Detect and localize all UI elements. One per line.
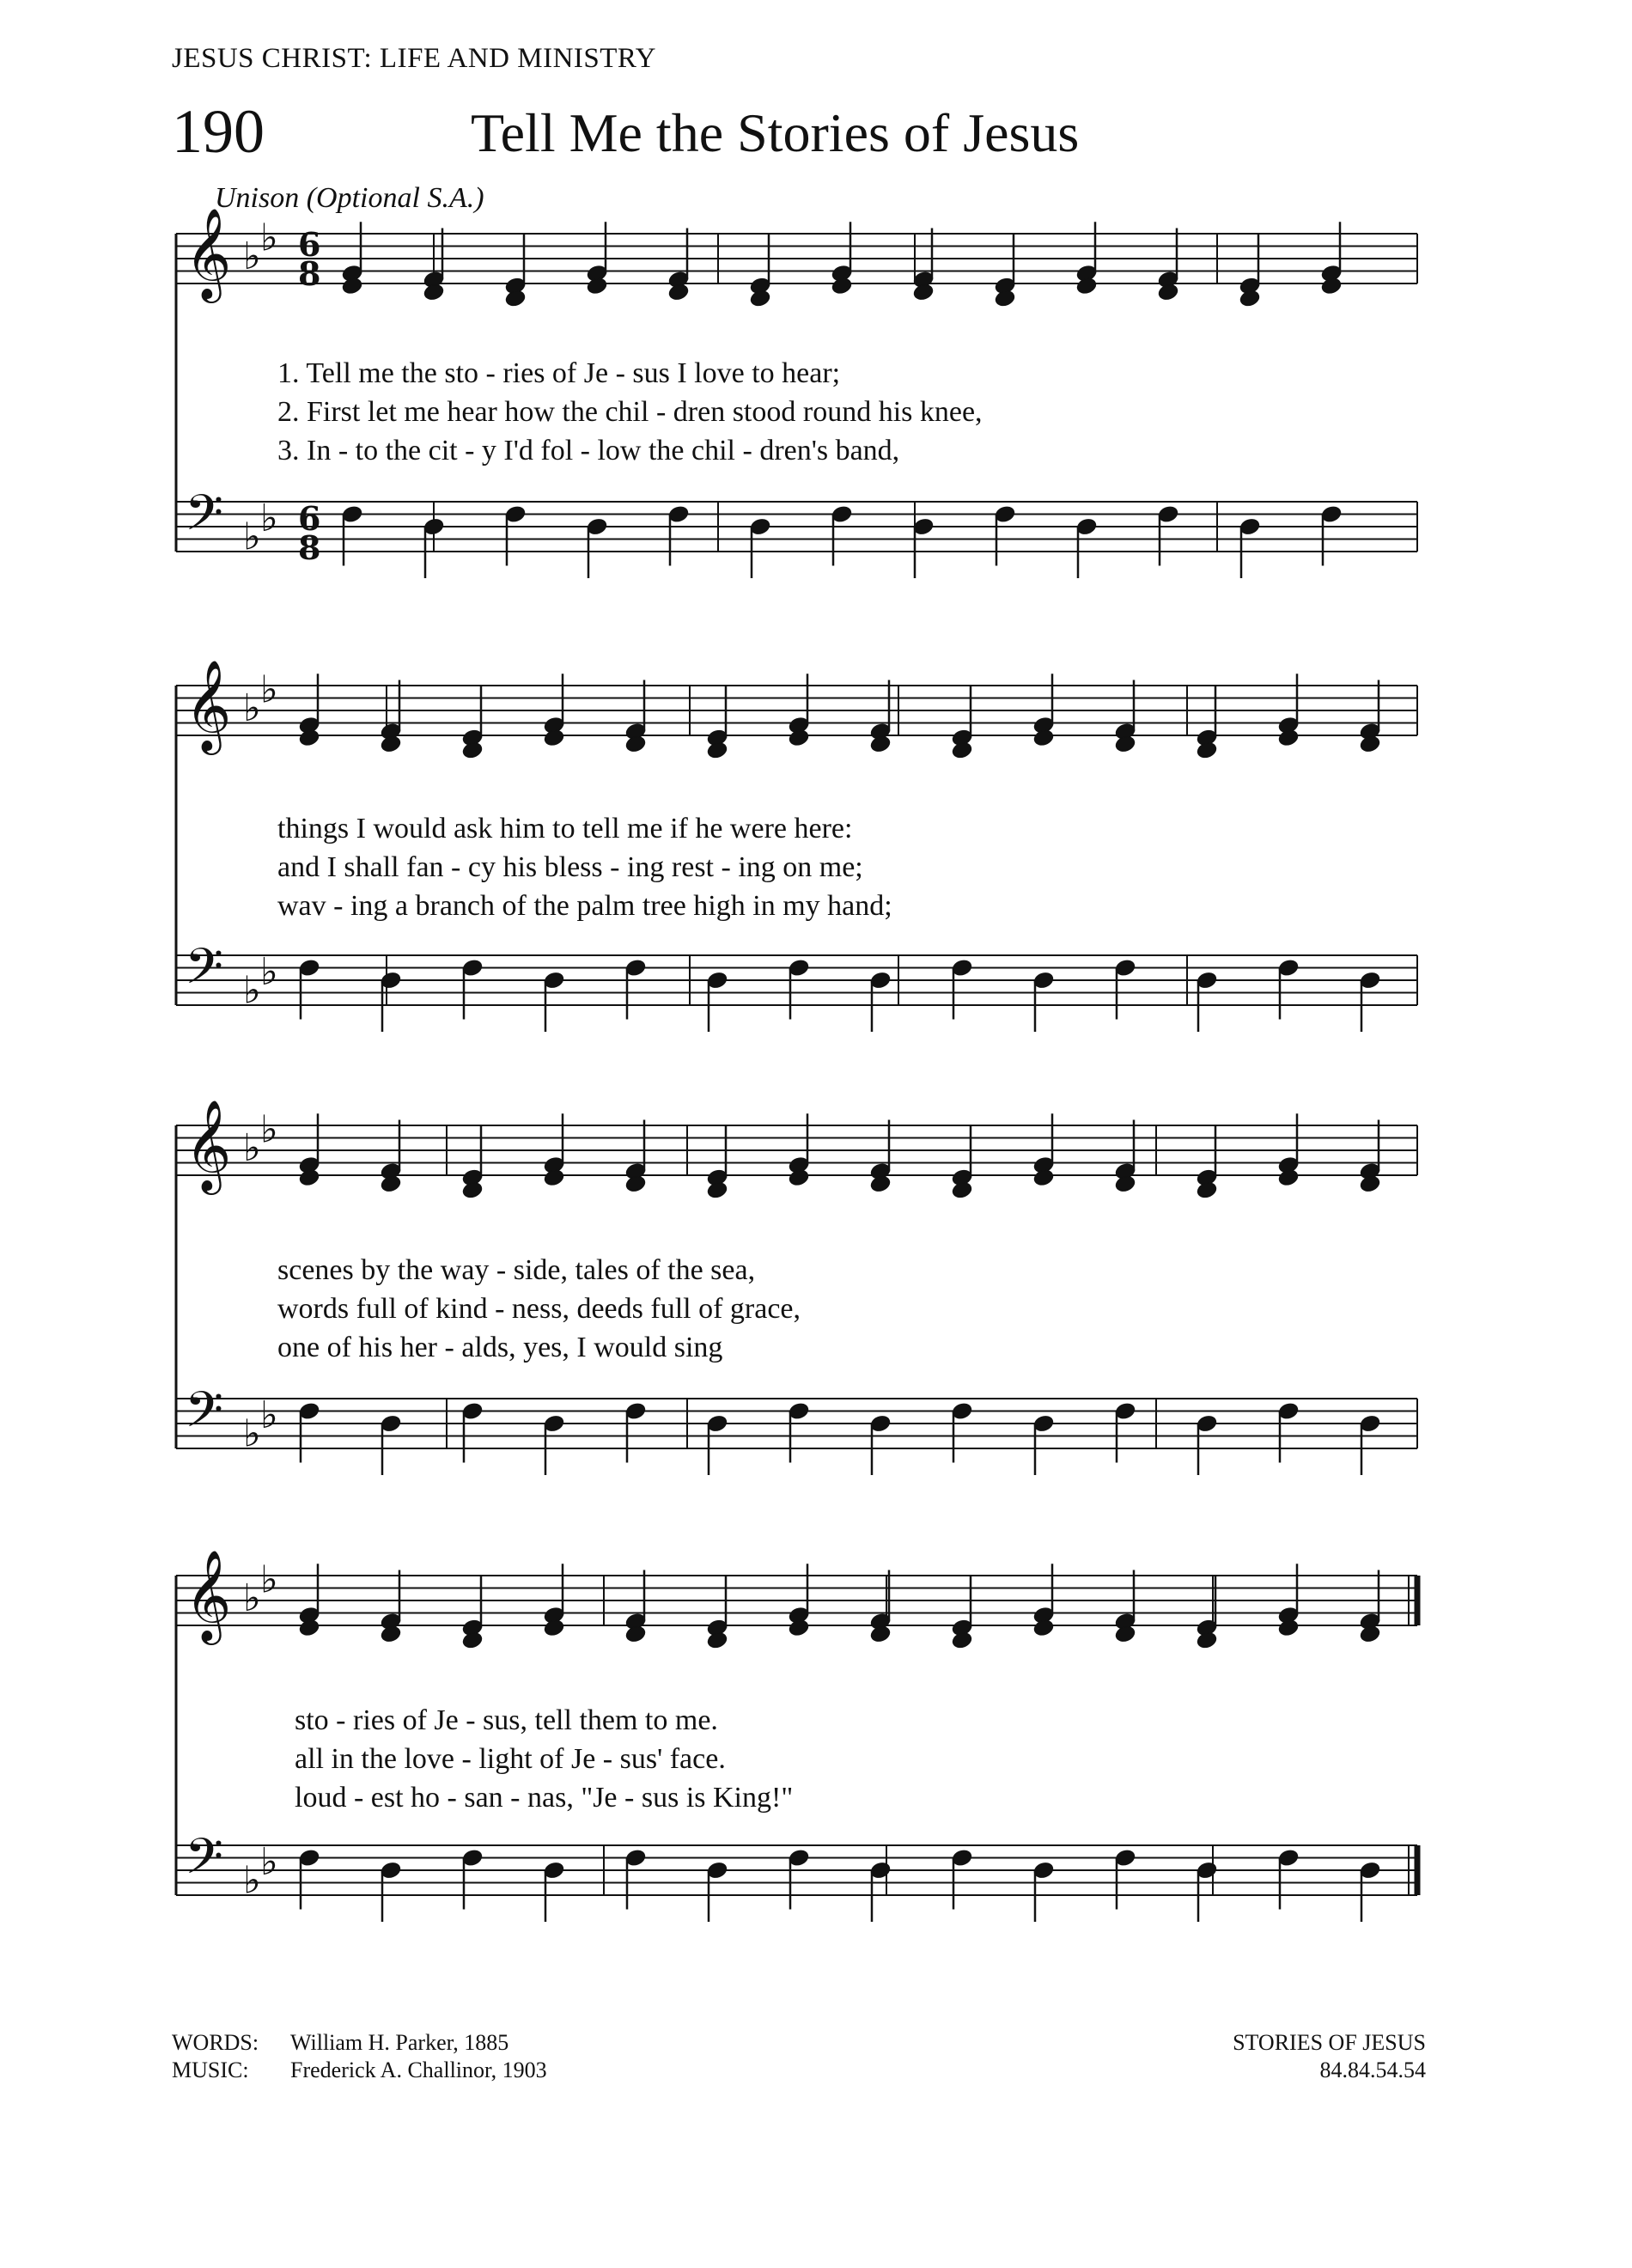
- lyric-line: scenes by the way - side, tales of the sea,: [277, 1254, 756, 1286]
- notehead: [1032, 728, 1055, 747]
- section-header: JESUS CHRIST: LIFE AND MINISTRY: [172, 43, 656, 74]
- treble-clef: 𝄞: [185, 207, 232, 299]
- notehead: [298, 1168, 320, 1187]
- lyric-line: wav - ing a branch of the palm tree high in my hand;: [277, 890, 892, 922]
- flat-sign: ♭: [243, 1126, 261, 1170]
- meter: 84.84.54.54: [1319, 2058, 1426, 2082]
- notehead: [1114, 735, 1136, 754]
- notehead: [1277, 1168, 1300, 1187]
- words-label: WORDS:: [172, 2030, 259, 2055]
- notehead: [461, 741, 484, 760]
- notehead: [788, 1618, 810, 1637]
- flat-sign: ♭: [243, 515, 261, 559]
- flat-sign: ♭: [243, 1858, 261, 1903]
- hymn-title: Tell Me the Stories of Jesus: [471, 102, 1080, 163]
- treble-clef: 𝄞: [185, 1099, 232, 1191]
- notehead: [380, 1174, 402, 1194]
- lyric-line: and I shall fan - cy his bless - ing rest - ing on me;: [277, 851, 863, 883]
- credits: [172, 2029, 547, 2084]
- music-label: MUSIC:: [172, 2058, 249, 2082]
- notehead: [749, 289, 771, 308]
- flat-sign: ♭: [260, 496, 278, 540]
- tune-info: [1233, 2029, 1426, 2084]
- notehead: [994, 289, 1016, 308]
- notehead: [1032, 1168, 1055, 1187]
- flat-sign: ♭: [260, 1107, 278, 1152]
- treble-clef: 𝄞: [185, 659, 232, 751]
- time-sig-bottom: 8: [298, 254, 321, 293]
- notehead: [461, 1631, 484, 1650]
- flat-sign: ♭: [260, 1839, 278, 1884]
- notehead: [1114, 1625, 1136, 1644]
- flat-sign: ♭: [243, 235, 261, 278]
- lyric-line: 2. First let me hear how the chil - dren stood round his knee,: [277, 396, 983, 428]
- notehead: [667, 283, 690, 302]
- flat-sign: ♭: [243, 1576, 261, 1620]
- performance-note: Unison (Optional S.A.): [215, 182, 484, 214]
- notehead: [1196, 1180, 1218, 1200]
- notehead: [586, 276, 608, 296]
- treble-clef: 𝄞: [185, 1549, 232, 1641]
- notehead: [543, 728, 565, 747]
- notehead: [706, 1180, 728, 1200]
- music-credit: Frederick A. Challinor, 1903: [290, 2058, 547, 2082]
- lyric-line: things I would ask him to tell me if he were here:: [277, 813, 853, 844]
- notehead: [869, 1174, 892, 1194]
- notehead: [1359, 735, 1381, 754]
- notehead: [1196, 741, 1218, 760]
- notehead: [380, 735, 402, 754]
- notehead: [543, 1618, 565, 1637]
- time-sig-bottom-bass: 8: [298, 528, 321, 567]
- notehead: [1196, 1631, 1218, 1650]
- notehead: [1320, 276, 1343, 296]
- notehead: [951, 1180, 973, 1200]
- notehead: [1075, 276, 1098, 296]
- lyric-line: one of his her - alds, yes, I would sing: [277, 1332, 723, 1363]
- notehead: [380, 1625, 402, 1644]
- bass-clef: 𝄢: [185, 1381, 224, 1451]
- notehead: [951, 741, 973, 760]
- flat-sign: ♭: [243, 968, 261, 1013]
- time-signature-treble: [298, 225, 320, 293]
- lyric-line: all in the love - light of Je - sus' face.: [295, 1743, 726, 1775]
- lyric-line: 1. Tell me the sto - ries of Je - sus I love to hear;: [277, 357, 841, 389]
- notehead: [788, 728, 810, 747]
- time-signature-bass: [298, 499, 320, 567]
- notehead: [624, 1625, 647, 1644]
- flat-sign: ♭: [260, 1393, 278, 1437]
- notehead: [706, 1631, 728, 1650]
- notehead: [624, 735, 647, 754]
- flat-sign: ♭: [260, 949, 278, 994]
- clefs: [185, 207, 278, 1903]
- notehead: [504, 289, 527, 308]
- notehead: [869, 1625, 892, 1644]
- tune-name: STORIES OF JESUS: [1233, 2030, 1426, 2055]
- lyric-line: loud - est ho - san - nas, "Je - sus is King!": [295, 1782, 794, 1814]
- time-sig-top-bass: 6: [298, 499, 321, 538]
- notehead: [1032, 1618, 1055, 1637]
- notehead: [1239, 289, 1261, 308]
- notes: [298, 222, 1381, 1922]
- flat-sign: ♭: [243, 686, 261, 730]
- lyric-line: 3. In - to the cit - y I'd fol - low the chil - dren's band,: [277, 435, 900, 466]
- notehead: [788, 1168, 810, 1187]
- notehead: [461, 1180, 484, 1200]
- lyric-line: words full of kind - ness, deeds full of grace,: [277, 1293, 801, 1325]
- notehead: [341, 276, 363, 296]
- flat-sign: ♭: [260, 668, 278, 712]
- notehead: [298, 1618, 320, 1637]
- notehead: [624, 1174, 647, 1194]
- flat-sign: ♭: [243, 1411, 261, 1456]
- notehead: [869, 735, 892, 754]
- notehead: [1359, 1625, 1381, 1644]
- bass-clef: 𝄢: [185, 484, 224, 554]
- notehead: [912, 283, 935, 302]
- notehead: [1277, 1618, 1300, 1637]
- notehead: [423, 283, 445, 302]
- bass-clef: 𝄢: [185, 1827, 224, 1898]
- words-credit: William H. Parker, 1885: [290, 2030, 509, 2055]
- notehead: [831, 276, 853, 296]
- time-sig-top: 6: [298, 225, 321, 264]
- lyric-line: sto - ries of Je - sus, tell them to me.: [295, 1704, 718, 1736]
- notehead: [951, 1631, 973, 1650]
- flat-sign: ♭: [260, 216, 278, 260]
- staff-lines: [176, 234, 1417, 1895]
- hymn-number: 190: [172, 97, 265, 166]
- notehead: [706, 741, 728, 760]
- notehead: [1157, 283, 1179, 302]
- notehead: [1277, 728, 1300, 747]
- notehead: [543, 1168, 565, 1187]
- flat-sign: ♭: [260, 1558, 278, 1602]
- bass-clef: 𝄢: [185, 937, 224, 1008]
- notehead: [298, 728, 320, 747]
- notehead: [1114, 1174, 1136, 1194]
- notehead: [1359, 1174, 1381, 1194]
